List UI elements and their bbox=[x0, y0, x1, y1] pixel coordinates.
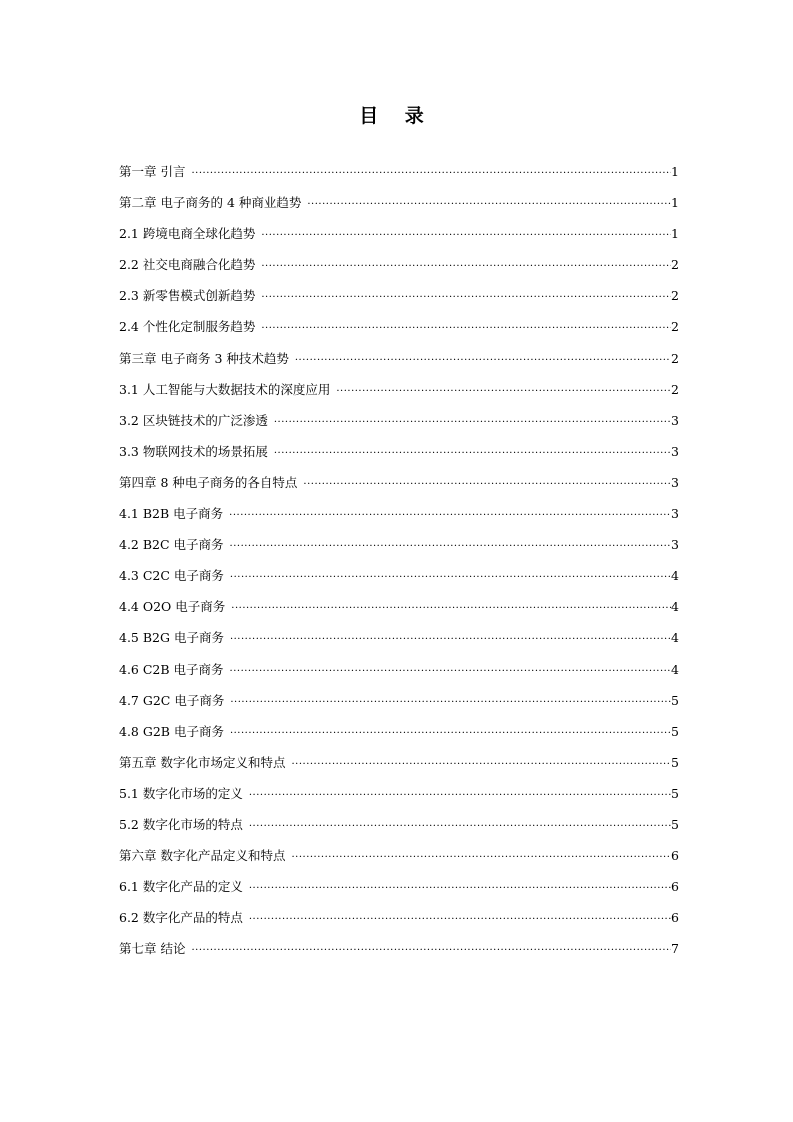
toc-entry-label: 5.1 数字化市场的定义 bbox=[119, 785, 243, 801]
toc-dot-leader bbox=[303, 469, 671, 498]
toc-page-number: 3 bbox=[671, 506, 679, 522]
toc-dot-leader bbox=[261, 313, 671, 342]
toc-page-number: 3 bbox=[671, 412, 679, 428]
toc-page-number: 4 bbox=[671, 661, 679, 677]
toc-entry bbox=[119, 809, 679, 840]
toc-dot-leader bbox=[291, 842, 671, 871]
toc-page-number: 1 bbox=[671, 226, 679, 242]
toc-entry-label: 4.2 B2C 电子商务 bbox=[119, 537, 224, 553]
toc-entry bbox=[119, 280, 679, 311]
toc-dot-leader bbox=[261, 282, 671, 311]
toc-entry-label: 第三章 电子商务 3 种技术趋势 bbox=[119, 350, 289, 366]
toc-entry bbox=[119, 560, 679, 591]
toc-dot-leader bbox=[307, 189, 671, 218]
toc-entry-label: 第四章 8 种电子商务的各自特点 bbox=[119, 474, 298, 490]
toc-entry-label: 4.8 G2B 电子商务 bbox=[119, 723, 224, 739]
toc-dot-leader bbox=[191, 158, 671, 187]
toc-entry bbox=[119, 187, 679, 218]
toc-page-number: 3 bbox=[671, 474, 679, 490]
toc-dot-leader bbox=[230, 624, 671, 653]
toc-page-number: 1 bbox=[671, 164, 679, 179]
toc-entry bbox=[119, 716, 679, 747]
toc-dot-leader bbox=[230, 562, 671, 591]
toc-page-number: 5 bbox=[671, 816, 679, 832]
toc-page-number: 2 bbox=[671, 350, 679, 366]
toc-entry bbox=[119, 156, 679, 187]
toc-page-number: 6 bbox=[671, 848, 679, 864]
toc-page-number: 4 bbox=[671, 630, 679, 646]
toc-entry-label: 2.1 跨境电商全球化趋势 bbox=[119, 226, 256, 242]
toc-page-number: 6 bbox=[671, 879, 679, 895]
toc-entry bbox=[119, 902, 679, 933]
toc-entry-label: 2.4 个性化定制服务趋势 bbox=[119, 319, 256, 335]
toc-entry-label: 3.2 区块链技术的广泛渗透 bbox=[119, 412, 268, 428]
toc-entry bbox=[119, 840, 679, 871]
toc-page-number: 2 bbox=[671, 381, 679, 397]
toc-entry-label: 3.1 人工智能与大数据技术的深度应用 bbox=[119, 381, 331, 397]
toc-dot-leader bbox=[231, 593, 671, 622]
toc-dot-leader bbox=[230, 656, 671, 685]
toc-list bbox=[119, 156, 679, 964]
toc-dot-leader bbox=[261, 251, 671, 280]
toc-dot-leader bbox=[230, 718, 671, 747]
toc-entry bbox=[119, 591, 679, 622]
toc-dot-leader bbox=[274, 438, 671, 467]
toc-entry-label: 4.3 C2C 电子商务 bbox=[119, 568, 224, 584]
toc-entry-label: 第二章 电子商务的 4 种商业趋势 bbox=[119, 195, 302, 211]
toc-entry-label: 6.1 数字化产品的定义 bbox=[119, 879, 243, 895]
toc-page-number: 3 bbox=[671, 443, 679, 459]
toc-page-number: 5 bbox=[671, 692, 679, 708]
toc-entry-label: 第一章 引言 bbox=[119, 164, 186, 179]
toc-entry-label: 2.3 新零售模式创新趋势 bbox=[119, 288, 256, 304]
toc-page-number: 7 bbox=[671, 941, 679, 957]
toc-entry bbox=[119, 343, 679, 374]
toc-entry bbox=[119, 622, 679, 653]
toc-entry-label: 4.5 B2G 电子商务 bbox=[119, 630, 224, 646]
toc-entry-label: 3.3 物联网技术的场景拓展 bbox=[119, 443, 268, 459]
toc-entry-label: 第七章 结论 bbox=[119, 941, 186, 957]
toc-entry-label: 2.2 社交电商融合化趋势 bbox=[119, 257, 256, 273]
toc-page-number: 6 bbox=[671, 910, 679, 926]
toc-entry-label: 第五章 数字化市场定义和特点 bbox=[119, 754, 286, 770]
toc-entry bbox=[119, 778, 679, 809]
toc-dot-leader bbox=[249, 780, 671, 809]
toc-dot-leader bbox=[249, 811, 671, 840]
toc-page-number: 4 bbox=[671, 599, 679, 615]
toc-entry bbox=[119, 374, 679, 405]
toc-entry-label: 4.7 G2C 电子商务 bbox=[119, 692, 225, 708]
toc-entry bbox=[119, 249, 679, 280]
toc-entry bbox=[119, 871, 679, 902]
toc-dot-leader bbox=[261, 220, 671, 249]
toc-dot-leader bbox=[229, 500, 671, 529]
toc-entry bbox=[119, 933, 679, 964]
toc-entry-label: 4.1 B2B 电子商务 bbox=[119, 506, 224, 522]
toc-entry bbox=[119, 529, 679, 560]
toc-page-number: 5 bbox=[671, 754, 679, 770]
toc-page-number: 5 bbox=[671, 785, 679, 801]
toc-dot-leader bbox=[191, 935, 671, 964]
toc-entry-label: 第六章 数字化产品定义和特点 bbox=[119, 848, 286, 864]
toc-page-number: 2 bbox=[671, 257, 679, 273]
toc-dot-leader bbox=[249, 873, 671, 902]
toc-page-number: 3 bbox=[671, 537, 679, 553]
toc-page-number: 5 bbox=[671, 723, 679, 739]
toc-entry-label: 5.2 数字化市场的特点 bbox=[119, 816, 243, 832]
toc-page-number: 2 bbox=[671, 319, 679, 335]
toc-entry-label: 4.4 O2O 电子商务 bbox=[119, 599, 226, 615]
toc-entry bbox=[119, 685, 679, 716]
toc-entry bbox=[119, 747, 679, 778]
toc-dot-leader bbox=[274, 407, 671, 436]
toc-entry-label: 6.2 数字化产品的特点 bbox=[119, 910, 243, 926]
toc-dot-leader bbox=[249, 904, 671, 933]
toc-entry bbox=[119, 311, 679, 342]
toc-dot-leader bbox=[295, 345, 671, 374]
toc-entry-label: 4.6 C2B 电子商务 bbox=[119, 661, 224, 677]
toc-dot-leader bbox=[230, 531, 671, 560]
toc-dot-leader bbox=[230, 687, 671, 716]
toc-entry bbox=[119, 405, 679, 436]
page-title: 目 录 bbox=[359, 105, 434, 127]
toc-entry bbox=[119, 218, 679, 249]
toc-entry bbox=[119, 498, 679, 529]
toc-page-number: 1 bbox=[671, 195, 679, 211]
toc-page-number: 4 bbox=[671, 568, 679, 584]
toc-entry bbox=[119, 654, 679, 685]
toc-entry bbox=[119, 436, 679, 467]
toc-page-number: 2 bbox=[671, 288, 679, 304]
toc-entry bbox=[119, 467, 679, 498]
toc-dot-leader bbox=[336, 376, 671, 405]
toc-dot-leader bbox=[291, 749, 671, 778]
